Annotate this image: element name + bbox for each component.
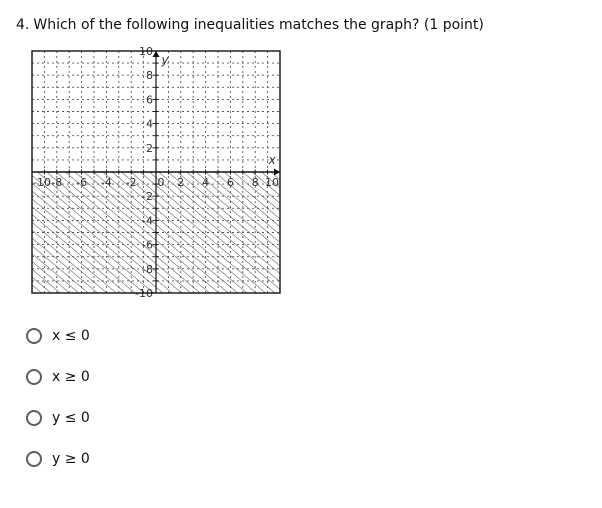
choice-label: y ≥ 0 [52,451,90,467]
radio-button-icon[interactable] [26,369,42,385]
y-axis-label: y [161,53,169,67]
y-tick-label: -10 [135,287,153,300]
choice-label: y ≤ 0 [52,410,90,426]
radio-button-icon[interactable] [26,451,42,467]
x-tick-label: 6 [226,176,234,189]
x-axis-label: x [268,153,276,167]
x-tick-label: -8 [51,176,63,189]
y-tick-label: -6 [142,238,153,252]
choice-y-le-0[interactable] [26,409,90,427]
choice-y-ge-0[interactable] [26,450,90,468]
y-tick-label: 10 [139,45,153,58]
y-tick-label: 2 [146,141,153,155]
y-tick-label: 8 [146,69,153,83]
radio-button-icon[interactable] [26,410,42,426]
x-tick-label: 10 [265,176,279,189]
x-tick-label: 4 [202,176,210,189]
y-tick-label: -8 [142,262,153,276]
x-tick-label: -4 [100,176,112,189]
y-tick-label: 6 [146,93,153,107]
choice-x-le-0[interactable] [26,327,90,345]
x-tick-label: -10 [33,176,51,189]
x-tick-label: -6 [76,176,88,189]
radio-button-icon[interactable] [26,328,42,344]
x-tick-label: -2 [125,176,137,189]
y-axis-arrow-icon [153,51,160,57]
question-number: 4. [16,17,30,33]
y-tick-label: 4 [146,117,153,131]
choice-label: x ≤ 0 [52,328,90,344]
x-tick-label: 8 [251,176,259,189]
y-tick-label: -2 [142,190,153,204]
x-tick-label: 2 [177,176,185,189]
x-tick-label: 0 [157,176,165,189]
choice-label: x ≥ 0 [52,369,90,385]
y-tick-label: -4 [142,214,153,228]
question-text: Which of the following inequalities matches the graph? (1 point) [33,17,484,33]
choice-x-ge-0[interactable] [26,368,90,386]
